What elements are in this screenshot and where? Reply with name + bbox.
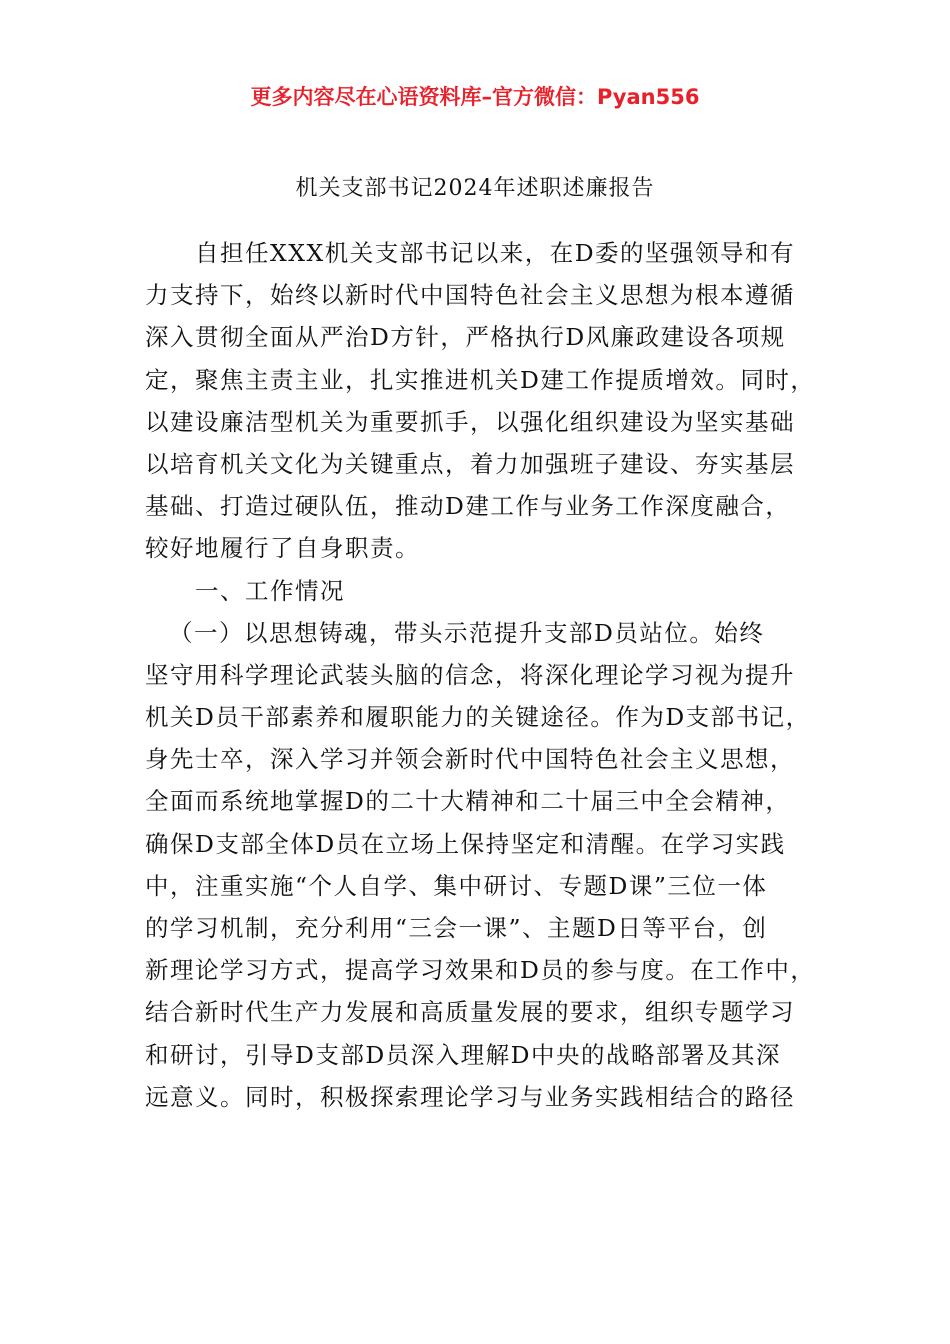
document-title: 机关支部书记2024年述职述廉报告 xyxy=(295,176,655,201)
paragraph-line: 深入贯彻全面从严治D方针，严格执行D风廉政建设各项规 xyxy=(145,323,786,352)
paragraph-line: 的学习机制，充分利用“三会一课”、主题D日等平台，创 xyxy=(145,914,768,942)
watermark-banner: 更多内容尽在心语资料库–官方微信：Pyan556 xyxy=(250,85,700,109)
paragraph-line: 较好地履行了自身职责。 xyxy=(145,534,420,563)
paragraph-line: 坚守用科学理论武装头脑的信念，将深化理论学习视为提升 xyxy=(145,660,795,689)
paragraph-line: 中，注重实施“个人自学、集中研讨、专题D课”三位一体 xyxy=(145,871,768,900)
paragraph-line: 和研讨，引导D支部D员深入理解D中央的战略部署及其深 xyxy=(145,1040,782,1069)
paragraph-line: 远意义。同时，积极探索理论学习与业务实践相结合的路径 xyxy=(145,1082,795,1111)
paragraph-line: 以培育机关文化为关键重点，着力加强班子建设、夯实基层 xyxy=(145,449,795,478)
paragraph-line: 以建设廉洁型机关为重要抓手，以强化组织建设为坚实基础 xyxy=(145,407,795,436)
section-heading: 一、工作情况 xyxy=(195,576,345,605)
paragraph-line: 身先士卒，深入学习并领会新时代中国特色社会主义思想， xyxy=(145,745,795,774)
paragraph-line: 结合新时代生产力发展和高质量发展的要求，组织专题学习 xyxy=(145,998,795,1027)
document-body xyxy=(145,232,825,1118)
paragraph-line: 机关D员干部素养和履职能力的关键途径。作为D支部书记， xyxy=(145,703,811,732)
paragraph-line: 全面而系统地掌握D的二十大精神和二十届三中全会精神， xyxy=(145,787,791,816)
paragraph-line: 确保D支部全体D员在立场上保持坚定和清醒。在学习实践 xyxy=(145,829,786,858)
paragraph-line: 力支持下，始终以新时代中国特色社会主义思想为根本遵循 xyxy=(145,281,795,310)
paragraph-line: 基础、打造过硬队伍，推动D建工作与业务工作深度融合， xyxy=(145,492,791,521)
subsection-heading-line: （一）以思想铸魂，带头示范提升支部D员站位。始终 xyxy=(169,618,765,647)
paragraph-line: 新理论学习方式，提高学习效果和D员的参与度。在工作中， xyxy=(145,956,816,985)
paragraph-line: 自担任XXX机关支部书记以来，在D委的坚强领导和有 xyxy=(195,239,796,267)
paragraph-line: 定，聚焦主责主业，扎实推进机关D建工作提质增效。同时， xyxy=(145,365,816,394)
